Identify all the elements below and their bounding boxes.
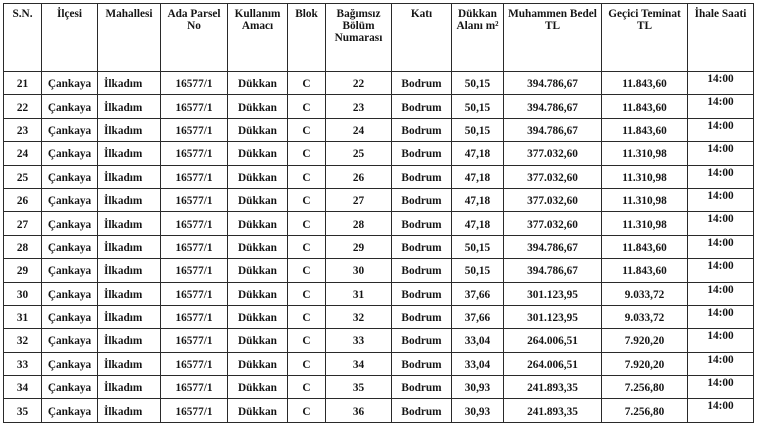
cell-teminat: 7.256,80 [602, 376, 688, 399]
cell-bolum: 24 [326, 118, 392, 141]
cell-bedel: 377.032,60 [504, 142, 602, 165]
cell-mahalle: İlkadım [98, 142, 161, 165]
table-row [4, 212, 754, 235]
table-header [4, 4, 754, 72]
cell-saat: 14:00 [688, 376, 754, 399]
header-saat: İhale Saati [688, 4, 754, 72]
cell-mahalle: İlkadım [98, 118, 161, 141]
cell-bedel: 264.006,51 [504, 329, 602, 352]
cell-ilce: Çankaya [42, 259, 98, 282]
cell-mahalle: İlkadım [98, 165, 161, 188]
cell-saat: 14:00 [688, 118, 754, 141]
header-teminat: Geçici Teminat TL [602, 4, 688, 72]
cell-sn: 22 [4, 95, 42, 118]
cell-ada-parsel: 16577/1 [161, 282, 228, 305]
cell-ilce: Çankaya [42, 376, 98, 399]
cell-sn: 21 [4, 72, 42, 95]
cell-ilce: Çankaya [42, 352, 98, 375]
table-row [4, 118, 754, 141]
header-alan: Dükkan Alanı m² [452, 4, 504, 72]
cell-kat: Bodrum [392, 376, 452, 399]
cell-saat: 14:00 [688, 259, 754, 282]
cell-blok: C [288, 259, 326, 282]
cell-bolum: 23 [326, 95, 392, 118]
cell-bolum: 32 [326, 305, 392, 328]
cell-bolum: 34 [326, 352, 392, 375]
cell-kat: Bodrum [392, 188, 452, 211]
cell-saat: 14:00 [688, 352, 754, 375]
cell-ilce: Çankaya [42, 212, 98, 235]
cell-ilce: Çankaya [42, 282, 98, 305]
cell-ilce: Çankaya [42, 235, 98, 258]
header-blok: Blok [288, 4, 326, 72]
cell-bolum: 33 [326, 329, 392, 352]
cell-alan: 50,15 [452, 235, 504, 258]
cell-alan: 50,15 [452, 118, 504, 141]
cell-mahalle: İlkadım [98, 72, 161, 95]
cell-sn: 29 [4, 259, 42, 282]
table-row [4, 329, 754, 352]
cell-kat: Bodrum [392, 399, 452, 422]
cell-ada-parsel: 16577/1 [161, 212, 228, 235]
cell-sn: 28 [4, 235, 42, 258]
header-kullanim: Kullanım Amacı [228, 4, 288, 72]
cell-bolum: 28 [326, 212, 392, 235]
cell-blok: C [288, 399, 326, 422]
cell-teminat: 11.843,60 [602, 259, 688, 282]
cell-saat: 14:00 [688, 282, 754, 305]
cell-kat: Bodrum [392, 282, 452, 305]
cell-sn: 23 [4, 118, 42, 141]
cell-bedel: 394.786,67 [504, 72, 602, 95]
cell-kullanim: Dükkan [228, 188, 288, 211]
cell-ilce: Çankaya [42, 165, 98, 188]
cell-alan: 47,18 [452, 165, 504, 188]
cell-bolum: 36 [326, 399, 392, 422]
cell-ada-parsel: 16577/1 [161, 188, 228, 211]
cell-saat: 14:00 [688, 165, 754, 188]
cell-mahalle: İlkadım [98, 305, 161, 328]
cell-blok: C [288, 352, 326, 375]
table-row [4, 352, 754, 375]
cell-ada-parsel: 16577/1 [161, 376, 228, 399]
cell-teminat: 7.920,20 [602, 352, 688, 375]
cell-kullanim: Dükkan [228, 282, 288, 305]
cell-teminat: 11.843,60 [602, 72, 688, 95]
table-row [4, 259, 754, 282]
cell-bedel: 394.786,67 [504, 95, 602, 118]
cell-kullanim: Dükkan [228, 259, 288, 282]
cell-alan: 50,15 [452, 259, 504, 282]
cell-saat: 14:00 [688, 212, 754, 235]
cell-sn: 30 [4, 282, 42, 305]
cell-teminat: 11.843,60 [602, 95, 688, 118]
cell-blok: C [288, 212, 326, 235]
cell-teminat: 9.033,72 [602, 282, 688, 305]
cell-mahalle: İlkadım [98, 329, 161, 352]
cell-ilce: Çankaya [42, 118, 98, 141]
cell-bolum: 27 [326, 188, 392, 211]
cell-alan: 37,66 [452, 305, 504, 328]
cell-bolum: 31 [326, 282, 392, 305]
cell-kullanim: Dükkan [228, 95, 288, 118]
cell-blok: C [288, 72, 326, 95]
cell-saat: 14:00 [688, 235, 754, 258]
auction-table [3, 3, 754, 423]
cell-saat: 14:00 [688, 305, 754, 328]
header-row [4, 4, 754, 72]
table-body [4, 72, 754, 423]
table-row [4, 305, 754, 328]
cell-kullanim: Dükkan [228, 376, 288, 399]
cell-mahalle: İlkadım [98, 399, 161, 422]
cell-kullanim: Dükkan [228, 142, 288, 165]
cell-alan: 33,04 [452, 329, 504, 352]
cell-sn: 33 [4, 352, 42, 375]
header-sn: S.N. [4, 4, 42, 72]
cell-sn: 27 [4, 212, 42, 235]
cell-teminat: 11.843,60 [602, 118, 688, 141]
table-row [4, 95, 754, 118]
cell-alan: 47,18 [452, 142, 504, 165]
cell-bedel: 241.893,35 [504, 376, 602, 399]
cell-saat: 14:00 [688, 72, 754, 95]
cell-ada-parsel: 16577/1 [161, 329, 228, 352]
cell-ada-parsel: 16577/1 [161, 235, 228, 258]
cell-kat: Bodrum [392, 212, 452, 235]
cell-kat: Bodrum [392, 305, 452, 328]
table-row [4, 165, 754, 188]
cell-bolum: 25 [326, 142, 392, 165]
cell-kat: Bodrum [392, 118, 452, 141]
cell-kullanim: Dükkan [228, 235, 288, 258]
cell-kat: Bodrum [392, 259, 452, 282]
cell-ilce: Çankaya [42, 188, 98, 211]
cell-ilce: Çankaya [42, 399, 98, 422]
cell-bolum: 22 [326, 72, 392, 95]
cell-mahalle: İlkadım [98, 376, 161, 399]
cell-alan: 30,93 [452, 399, 504, 422]
cell-ada-parsel: 16577/1 [161, 142, 228, 165]
cell-alan: 37,66 [452, 282, 504, 305]
cell-blok: C [288, 305, 326, 328]
cell-blok: C [288, 235, 326, 258]
header-kat: Katı [392, 4, 452, 72]
header-ilce: İlçesi [42, 4, 98, 72]
table-row [4, 399, 754, 422]
cell-blok: C [288, 142, 326, 165]
cell-mahalle: İlkadım [98, 95, 161, 118]
cell-bedel: 241.893,35 [504, 399, 602, 422]
cell-kat: Bodrum [392, 72, 452, 95]
cell-mahalle: İlkadım [98, 282, 161, 305]
cell-kat: Bodrum [392, 95, 452, 118]
cell-kat: Bodrum [392, 165, 452, 188]
cell-kullanim: Dükkan [228, 118, 288, 141]
cell-bolum: 26 [326, 165, 392, 188]
table-row [4, 142, 754, 165]
cell-ilce: Çankaya [42, 142, 98, 165]
cell-teminat: 11.310,98 [602, 188, 688, 211]
cell-teminat: 11.310,98 [602, 142, 688, 165]
cell-blok: C [288, 329, 326, 352]
cell-sn: 34 [4, 376, 42, 399]
table-row [4, 376, 754, 399]
cell-alan: 30,93 [452, 376, 504, 399]
cell-bedel: 394.786,67 [504, 259, 602, 282]
cell-kat: Bodrum [392, 329, 452, 352]
table-row [4, 188, 754, 211]
cell-blok: C [288, 282, 326, 305]
cell-ada-parsel: 16577/1 [161, 399, 228, 422]
cell-ilce: Çankaya [42, 305, 98, 328]
cell-sn: 25 [4, 165, 42, 188]
cell-bedel: 301.123,95 [504, 282, 602, 305]
cell-teminat: 7.920,20 [602, 329, 688, 352]
cell-bolum: 29 [326, 235, 392, 258]
cell-kullanim: Dükkan [228, 352, 288, 375]
header-mahalle: Mahallesi [98, 4, 161, 72]
cell-kat: Bodrum [392, 235, 452, 258]
cell-mahalle: İlkadım [98, 235, 161, 258]
cell-sn: 26 [4, 188, 42, 211]
cell-bedel: 377.032,60 [504, 165, 602, 188]
cell-blok: C [288, 118, 326, 141]
cell-bolum: 35 [326, 376, 392, 399]
cell-blok: C [288, 95, 326, 118]
cell-ada-parsel: 16577/1 [161, 305, 228, 328]
cell-kullanim: Dükkan [228, 72, 288, 95]
cell-bedel: 377.032,60 [504, 212, 602, 235]
cell-alan: 50,15 [452, 95, 504, 118]
cell-kat: Bodrum [392, 352, 452, 375]
cell-alan: 33,04 [452, 352, 504, 375]
cell-bedel: 394.786,67 [504, 235, 602, 258]
cell-saat: 14:00 [688, 95, 754, 118]
cell-bedel: 264.006,51 [504, 352, 602, 375]
cell-sn: 24 [4, 142, 42, 165]
cell-kullanim: Dükkan [228, 399, 288, 422]
cell-teminat: 9.033,72 [602, 305, 688, 328]
cell-teminat: 7.256,80 [602, 399, 688, 422]
cell-ada-parsel: 16577/1 [161, 352, 228, 375]
cell-ilce: Çankaya [42, 329, 98, 352]
cell-alan: 47,18 [452, 212, 504, 235]
cell-teminat: 11.310,98 [602, 165, 688, 188]
cell-saat: 14:00 [688, 399, 754, 422]
cell-kullanim: Dükkan [228, 165, 288, 188]
cell-teminat: 11.310,98 [602, 212, 688, 235]
cell-ada-parsel: 16577/1 [161, 95, 228, 118]
cell-kullanim: Dükkan [228, 329, 288, 352]
cell-mahalle: İlkadım [98, 259, 161, 282]
cell-mahalle: İlkadım [98, 188, 161, 211]
cell-teminat: 11.843,60 [602, 235, 688, 258]
cell-mahalle: İlkadım [98, 212, 161, 235]
cell-ilce: Çankaya [42, 72, 98, 95]
cell-sn: 31 [4, 305, 42, 328]
cell-bedel: 301.123,95 [504, 305, 602, 328]
cell-ilce: Çankaya [42, 95, 98, 118]
header-ada-parsel: Ada Parsel No [161, 4, 228, 72]
cell-saat: 14:00 [688, 329, 754, 352]
header-bagimsiz-bolum: Bağımsız Bölüm Numarası [326, 4, 392, 72]
cell-alan: 47,18 [452, 188, 504, 211]
cell-blok: C [288, 188, 326, 211]
table-row [4, 72, 754, 95]
header-bedel: Muhammen Bedel TL [504, 4, 602, 72]
cell-alan: 50,15 [452, 72, 504, 95]
cell-kullanim: Dükkan [228, 305, 288, 328]
cell-sn: 32 [4, 329, 42, 352]
cell-blok: C [288, 165, 326, 188]
cell-ada-parsel: 16577/1 [161, 259, 228, 282]
cell-ada-parsel: 16577/1 [161, 118, 228, 141]
table-row [4, 282, 754, 305]
cell-kat: Bodrum [392, 142, 452, 165]
cell-ada-parsel: 16577/1 [161, 72, 228, 95]
table-row [4, 235, 754, 258]
cell-bedel: 394.786,67 [504, 118, 602, 141]
cell-sn: 35 [4, 399, 42, 422]
cell-ada-parsel: 16577/1 [161, 165, 228, 188]
cell-kullanim: Dükkan [228, 212, 288, 235]
cell-blok: C [288, 376, 326, 399]
cell-saat: 14:00 [688, 188, 754, 211]
cell-saat: 14:00 [688, 142, 754, 165]
cell-mahalle: İlkadım [98, 352, 161, 375]
cell-bedel: 377.032,60 [504, 188, 602, 211]
cell-bolum: 30 [326, 259, 392, 282]
